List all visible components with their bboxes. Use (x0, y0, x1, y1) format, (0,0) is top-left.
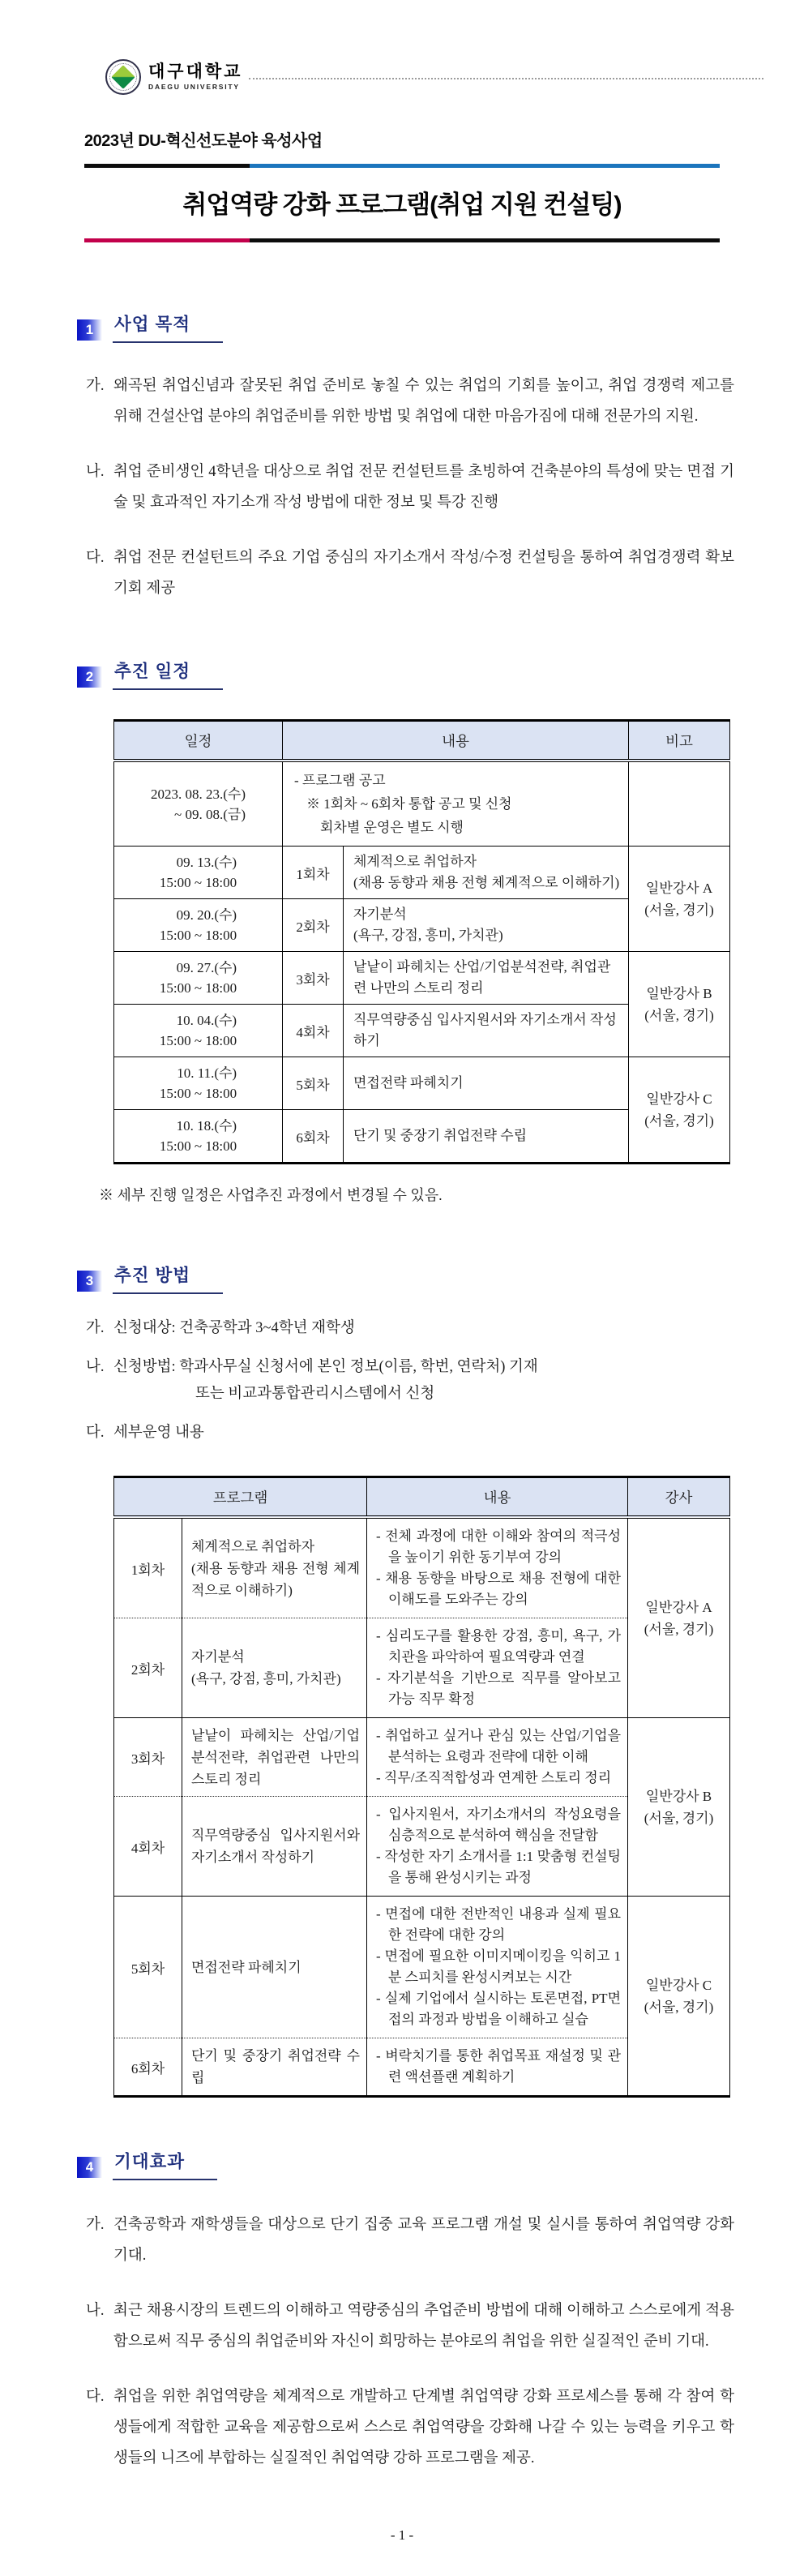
item-text: 건축공학과 재학생들을 대상으로 단기 집중 교육 프로그램 개설 및 실시를 통하여 취업역량 강화 기대. (113, 2217, 734, 2264)
schedule-table-header-row (114, 721, 730, 761)
program-round: 2회차 (114, 1618, 182, 1718)
session-time: 15:00 ~ 18:00 (159, 1086, 237, 1101)
schedule-footnote: ※ 세부 진행 일정은 사업추진 과정에서 변경될 수 있음. (99, 1187, 443, 1203)
instructor-name: 일반강사 A (645, 880, 713, 896)
title-box (84, 164, 720, 242)
title-top-bar-blue-segment (250, 164, 720, 168)
program-name-line: (욕구, 강점, 흥미, 가치관) (191, 1671, 341, 1687)
effects-item (86, 2295, 734, 2357)
bullet-item: - 작성한 자기 소개서를 1:1 맞춤형 컨설팅을 통해 완성시키는 과정 (376, 1849, 621, 1885)
column-header-instructor: 강사 (628, 1477, 730, 1518)
section-title: 사업 목적 (113, 311, 223, 343)
date-time (160, 905, 237, 945)
instructor-name: 일반강사 B (645, 1788, 712, 1804)
section-method-header (77, 1262, 804, 1294)
session-date: 09. 13.(수) (176, 855, 237, 870)
announcement-line: 회차별 운영은 별도 시행 (320, 820, 464, 835)
method-subline: 또는 비교과통합관리시스템에서 신청 (195, 1386, 435, 1402)
title-bottom-bar-black-segment (250, 238, 720, 242)
bullet-item: - 전체 과정에 대한 이해와 참여의 적극성을 높이기 위한 동기부여 강의 (376, 1528, 621, 1565)
column-header-content: 내용 (283, 721, 629, 761)
title-top-bar (84, 164, 720, 168)
program-round: 1회차 (114, 1517, 182, 1618)
session-description (344, 899, 629, 952)
column-header-schedule: 일정 (114, 721, 283, 761)
column-header-remark: 비고 (629, 721, 730, 761)
section-number-badge: 3 (77, 1271, 102, 1292)
program-name (182, 1618, 367, 1718)
session-date: 09. 27.(수) (176, 960, 237, 975)
page-number: - 1 - (390, 2527, 414, 2543)
university-logo-icon (105, 59, 141, 95)
item-label: 다. (86, 1425, 105, 1441)
date-time (160, 1010, 237, 1051)
item-text: 최근 채용시장의 트렌드의 이해하고 역량중심의 추업준비 방법에 대해 이해하고 스스로에게 적용함으로써 직무 중심의 취업준비와 자신이 희망하는 분야로의 취업을 위한 실질적인 준비 기대. (113, 2303, 734, 2350)
effects-item (86, 2381, 734, 2474)
item-label: 나. (86, 1359, 105, 1375)
date-cell (114, 1005, 283, 1057)
program-round: 4회차 (114, 1797, 182, 1897)
section-number-badge: 2 (77, 667, 102, 688)
university-logo-text (148, 63, 242, 91)
program-round: 6회차 (114, 2038, 182, 2097)
instructor-region: (서울, 경기) (644, 1007, 714, 1023)
section-title: 추진 일정 (113, 658, 223, 690)
item-label: 나. (86, 464, 105, 480)
session-date: 09. 20.(수) (176, 907, 237, 923)
program-round: 5회차 (114, 1897, 182, 2038)
item-text (113, 1354, 734, 1408)
session-desc-line: 자기분석 (353, 907, 407, 922)
session-round: 6회차 (283, 1110, 344, 1164)
instructor-name: 일반강사 A (645, 1599, 712, 1615)
university-name-korean: 대구대학교 (148, 62, 243, 81)
section-number-badge: 1 (77, 319, 102, 341)
program-name: 단기 및 중장기 취업전략 수립 (182, 2038, 367, 2097)
program-content (367, 1618, 628, 1718)
section-title: 기대효과 (113, 2148, 217, 2180)
section-title: 추진 방법 (113, 1262, 223, 1294)
section-schedule-header (77, 658, 804, 690)
session-time: 15:00 ~ 18:00 (159, 980, 237, 996)
instructor-region: (서울, 경기) (644, 1621, 714, 1637)
session-description (344, 847, 629, 899)
program-content (367, 1797, 628, 1897)
instructor-cell (628, 1718, 730, 1897)
item-label: 가. (86, 1320, 105, 1336)
method-item (86, 1315, 734, 1342)
item-text: 취업 준비생인 4학년을 대상으로 취업 전문 컨설턴트를 초빙하여 건축분야의 특성에 맞는 면접 기술 및 효과적인 자기소개 작성 방법에 대한 정보 및 특강 진행 (113, 464, 734, 511)
date-time (160, 1063, 237, 1104)
session-desc-line: (채용 동향과 채용 전형 체계적으로 이해하기) (353, 875, 620, 890)
method-line: 신청방법: 학과사무실 신청서에 본인 정보(이름, 학번, 연락처) 기재 (113, 1359, 538, 1375)
effects-item (86, 2210, 734, 2271)
instructor-region: (서울, 경기) (644, 1999, 714, 2015)
instructor-name: 일반강사 B (646, 985, 712, 1001)
program-content (367, 1897, 628, 2038)
session-date: 10. 18.(수) (176, 1118, 237, 1134)
announcement-content-cell (283, 761, 629, 847)
bullet-item: - 벼락치기를 통한 취업목표 재설정 및 관련 액션플랜 계획하기 (376, 2048, 621, 2085)
program-table (113, 1476, 730, 2098)
item-text: 신청대상: 건축공학과 3~4학년 재학생 (113, 1320, 355, 1336)
instructor-cell (629, 1057, 730, 1164)
purpose-item (86, 456, 734, 518)
date-range (151, 784, 246, 825)
session-description: 직무역량중심 입사지원서와 자기소개서 작성하기 (344, 1005, 629, 1057)
session-round: 2회차 (283, 899, 344, 952)
logo-diamond-icon (111, 65, 135, 89)
purpose-item (86, 371, 734, 432)
date-cell (114, 952, 283, 1005)
program-name-line: 체계적으로 취업하자 (191, 1538, 315, 1554)
table-row-session (114, 952, 730, 1005)
item-label: 가. (86, 378, 105, 394)
bullet-item: - 취업하고 싶거나 관심 있는 산업/기업을 분석하는 요령과 전략에 대한 이해 (376, 1728, 621, 1764)
session-round: 3회차 (283, 952, 344, 1005)
program-name: 직무역량중심 입사지원서와 자기소개서 작성하기 (182, 1797, 367, 1897)
column-header-content: 내용 (367, 1477, 628, 1518)
program-name (182, 1517, 367, 1618)
date-cell (114, 761, 283, 847)
session-description: 낱낱이 파헤치는 산업/기업분석전략, 취업관련 나만의 스토리 정리 (344, 952, 629, 1005)
program-table-header-row (114, 1477, 730, 1518)
section-effects-header (77, 2148, 804, 2180)
program-name: 낱낱이 파헤치는 산업/기업분석전략, 취업관련 나만의 스토리 정리 (182, 1718, 367, 1797)
session-round: 1회차 (283, 847, 344, 899)
instructor-region: (서울, 경기) (644, 1810, 714, 1826)
instructor-cell (629, 847, 730, 952)
item-label: 가. (86, 2217, 105, 2233)
table-row-session (114, 847, 730, 899)
title-bottom-bar (84, 238, 720, 242)
item-text: 세부운영 내용 (113, 1425, 204, 1441)
item-text: 왜곡된 취업신념과 잘못된 취업 준비로 놓칠 수 있는 취업의 기회를 높이고, 취업 경쟁력 제고를 위해 건설산업 분야의 취업준비를 위한 방법 및 취업에 대한 마음가짐에 대해 전문가의 지원. (113, 378, 734, 425)
purpose-item (86, 542, 734, 604)
method-item (86, 1420, 734, 1447)
session-round: 4회차 (283, 1005, 344, 1057)
table-row-announcement (114, 761, 730, 847)
instructor-name: 일반강사 C (645, 1977, 712, 1993)
bullet-item: - 입사지원서, 자기소개서의 작성요령을 심층적으로 분석하여 핵심을 전달함 (376, 1807, 621, 1843)
item-text: 취업을 위한 취업역량을 체계적으로 개발하고 단계별 취업역량 강화 프로세스를 통해 각 참여 학생들에게 적합한 교육을 제공함으로써 스스로 취업역량을 강화해 나갈 수 있는 능력을 키우고 학생들의 니즈에 부합하는 실질적인 취업역량 강하 프로그램을 제공. (113, 2389, 734, 2467)
bullet-item: - 실제 기업에서 실시하는 토론면접, PT면접의 과정과 방법을 이해하고 실습 (376, 1991, 621, 2027)
date-start: 2023. 08. 23.(수) (151, 786, 246, 802)
instructor-region: (서울, 경기) (644, 1112, 714, 1129)
announcement-line: ※ 1회차 ~ 6회차 통합 공고 및 신청 (306, 796, 512, 812)
table-row-program (114, 1718, 730, 1797)
bullet-item: - 면접에 필요한 이미지메이킹을 익히고 1분 스피치를 완성시켜보는 시간 (376, 1948, 621, 1985)
program-round: 3회차 (114, 1718, 182, 1797)
method-item (86, 1354, 734, 1408)
document-title: 취업역량 강화 프로그램(취업 지원 컨설팅) (182, 191, 622, 219)
session-round: 5회차 (283, 1057, 344, 1110)
program-content (367, 1517, 628, 1618)
instructor-name: 일반강사 C (646, 1091, 712, 1107)
date-cell (114, 1057, 283, 1110)
bullet-item: - 면접에 대한 전반적인 내용과 실제 필요한 전략에 대한 강의 (376, 1906, 621, 1943)
item-label: 나. (86, 2303, 105, 2319)
remark-cell-empty (629, 761, 730, 847)
instructor-cell (628, 1897, 730, 2097)
title-top-bar-black-segment (84, 164, 250, 168)
session-time: 15:00 ~ 18:00 (159, 1138, 237, 1154)
session-desc-line: (욕구, 강점, 흥미, 가치관) (353, 928, 503, 943)
instructor-cell (628, 1517, 730, 1718)
announcement-line: - 프로그램 공고 (294, 773, 386, 788)
date-time (160, 852, 237, 893)
column-header-program: 프로그램 (114, 1477, 367, 1518)
program-badge: 2023년 DU-혁신선도분야 육성사업 (84, 132, 323, 150)
date-cell (114, 847, 283, 899)
session-date: 10. 04.(수) (176, 1013, 237, 1028)
section-number-badge: 4 (77, 2157, 102, 2178)
program-name-line: (채용 동향과 채용 전형 체계적으로 이해하기) (191, 1560, 360, 1598)
item-text: 취업 전문 컨설턴트의 주요 기업 중심의 자기소개서 작성/수정 컨설팅을 통하여 취업경쟁력 확보 기회 제공 (113, 550, 734, 597)
bullet-item: - 자기분석을 기반으로 직무를 알아보고 가능 직무 확정 (376, 1670, 621, 1707)
session-description: 단기 및 중장기 취업전략 수립 (344, 1110, 629, 1164)
instructor-region: (서울, 경기) (644, 902, 714, 918)
instructor-cell (629, 952, 730, 1057)
table-row-program (114, 1897, 730, 2038)
university-name-english: DAEGU UNIVERSITY (148, 83, 240, 92)
session-description: 면접전략 파헤치기 (344, 1057, 629, 1110)
program-content (367, 1718, 628, 1797)
header-dotted-rule (249, 78, 763, 79)
session-date: 10. 11.(수) (177, 1065, 237, 1081)
session-time: 15:00 ~ 18:00 (159, 875, 237, 890)
date-end: ~ 09. 08.(금) (174, 806, 246, 822)
item-label: 다. (86, 2389, 105, 2405)
item-label: 다. (86, 550, 105, 566)
bullet-item: - 채용 동향을 바탕으로 채용 전형에 대한 이해도를 도와주는 강의 (376, 1571, 621, 1607)
bullet-item: - 직무/조직적합성과 연계한 스토리 정리 (376, 1770, 612, 1785)
program-name-line: 자기분석 (191, 1649, 245, 1665)
date-time (160, 958, 237, 998)
section-purpose-header (77, 311, 804, 343)
table-row-session (114, 1057, 730, 1110)
date-cell (114, 899, 283, 952)
table-row-program (114, 1517, 730, 1618)
program-content (367, 2038, 628, 2097)
session-desc-line: 체계적으로 취업하자 (353, 854, 477, 869)
program-name: 면접전략 파헤치기 (182, 1897, 367, 2038)
schedule-table (113, 719, 730, 1164)
session-time: 15:00 ~ 18:00 (159, 1033, 237, 1048)
bullet-item: - 심리도구를 활용한 강점, 흥미, 욕구, 가치관을 파악하여 필요역량과 연결 (376, 1628, 621, 1665)
session-time: 15:00 ~ 18:00 (159, 928, 237, 943)
date-cell (114, 1110, 283, 1164)
title-bottom-bar-crimson-segment (84, 238, 250, 242)
date-time (160, 1116, 237, 1156)
document-header (0, 0, 804, 95)
